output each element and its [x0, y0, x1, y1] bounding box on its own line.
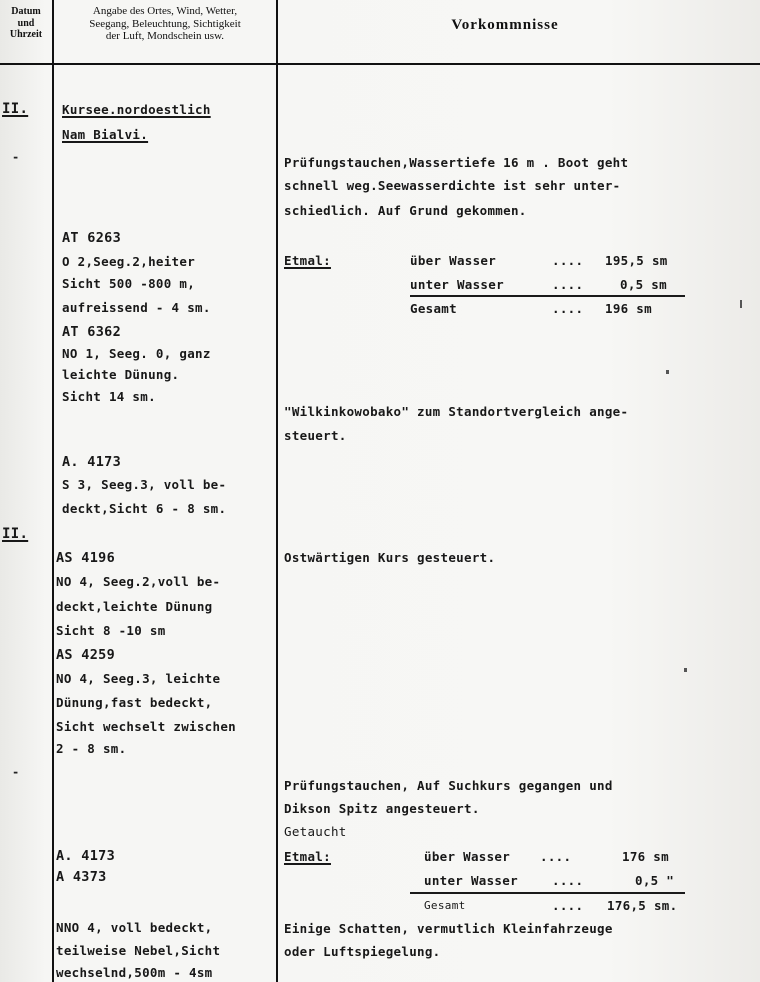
weather-2-line-1: NO 1, Seeg. 0, ganz — [62, 346, 211, 361]
header-location-column — [54, 5, 276, 43]
weather-5-line-2: Dünung,fast bedeckt, — [56, 695, 213, 710]
etmal-1-row-1-label: über Wasser — [410, 253, 497, 268]
position-line-2: Nam Bialvi. — [62, 127, 149, 142]
event-1-line-2: schnell weg.Seewasserdichte ist sehr unter- — [284, 178, 621, 193]
weather-3-line-2: deckt,Sicht 6 - 8 sm. — [62, 501, 227, 516]
etmal-2-row-2-value: 0,5 " — [635, 873, 675, 888]
header-events-column: Vorkommnisse — [451, 17, 559, 33]
column-divider-2 — [276, 0, 278, 982]
weather-5-line-4: 2 - 8 sm. — [56, 741, 127, 756]
weather-1-line-1: O 2,Seeg.2,heiter — [62, 254, 196, 269]
etmal-1-label: Etmal: — [284, 253, 331, 268]
event-2-line-2: steuert. — [284, 428, 347, 443]
event-2-line-1: "Wilkinkowobako" zum Standortvergleich ange- — [284, 404, 629, 419]
header-date-line-1: Datum — [11, 6, 41, 17]
etmal-2-row-3-label: Gesamt — [424, 899, 466, 912]
etmal-2-sum-rule — [410, 892, 685, 894]
weather-5-line-1: NO 4, Seeg.3, leichte — [56, 671, 221, 686]
weather-1-line-2: Sicht 500 -800 m, — [62, 276, 196, 291]
grid-square-3: A. 4173 — [62, 454, 121, 470]
etmal-1-row-2-dots: .... — [552, 277, 584, 292]
weather-2-line-2: leichte Dünung. — [62, 367, 180, 382]
weather-1-line-3: aufreissend - 4 sm. — [62, 300, 211, 315]
etmal-2-row-3-dots: .... — [552, 898, 584, 913]
event-5-line-1: Einige Schatten, vermutlich Kleinfahrzeuge — [284, 921, 613, 936]
header-location-line-3: der Luft, Mondschein usw. — [105, 30, 225, 43]
etmal-2-row-3-value: 176,5 sm. — [607, 898, 678, 913]
weather-4-line-3: Sicht 8 -10 sm — [56, 623, 166, 638]
scan-speck — [666, 370, 669, 374]
event-1-line-3: schiedlich. Auf Grund gekommen. — [284, 203, 527, 218]
event-1-line-1: Prüfungstauchen,Wassertiefe 16 m . Boot geht — [284, 155, 629, 170]
header-location-line-2: Seegang, Beleuchtung, Sichtigkeit — [89, 17, 241, 30]
scan-speck — [684, 668, 687, 672]
column-divider-1 — [52, 0, 54, 982]
grid-square-6: A. 4173 — [56, 848, 115, 864]
weather-4-line-1: NO 4, Seeg.2,voll be- — [56, 574, 221, 589]
etmal-1-sum-rule — [410, 295, 685, 297]
etmal-1-row-3-label: Gesamt — [410, 301, 457, 316]
header-location-line-1: Angabe des Ortes, Wind, Wetter, — [92, 5, 238, 17]
etmal-1-row-3-dots: .... — [552, 301, 584, 316]
header-date-column — [0, 6, 52, 41]
event-5-line-2: oder Luftspiegelung. — [284, 944, 441, 959]
etmal-2-row-1-label: über Wasser — [424, 849, 511, 864]
etmal-1-row-1-dots: .... — [552, 253, 584, 268]
etmal-2-row-2-dots: .... — [552, 873, 584, 888]
date-dash-mark: - — [12, 150, 20, 164]
weather-3-line-1: S 3, Seeg.3, voll be- — [62, 477, 227, 492]
etmal-2-row-2-label: unter Wasser — [424, 873, 518, 888]
etmal-1-row-2-label: unter Wasser — [410, 277, 504, 292]
weather-6-line-3: wechselnd,500m - 4sm — [56, 965, 213, 980]
etmal-2-label: Etmal: — [284, 849, 331, 864]
event-3-line-1: Ostwärtigen Kurs gesteuert. — [284, 550, 496, 565]
etmal-2-row-1-dots: .... — [540, 849, 572, 864]
weather-6-line-1: NNO 4, voll bedeckt, — [56, 920, 213, 935]
weather-2-line-3: Sicht 14 sm. — [62, 389, 156, 404]
header-date-line-2: und — [17, 17, 35, 29]
etmal-1-row-3-value: 196 sm — [605, 301, 652, 316]
grid-square-2: AT 6362 — [62, 324, 121, 340]
etmal-2-row-1-value: 176 sm — [622, 849, 669, 864]
scan-speck — [740, 300, 742, 308]
event-4-line-3: Getaucht — [284, 824, 347, 839]
grid-square-5: AS 4259 — [56, 647, 115, 663]
etmal-1-row-2-value: 0,5 sm — [620, 277, 667, 292]
weather-4-line-2: deckt,leichte Dünung — [56, 599, 213, 614]
date-dash-mark: - — [12, 765, 20, 779]
position-line-1: Kursee.nordoestlich — [62, 102, 211, 117]
header-date-line-3: Uhrzeit — [9, 29, 43, 40]
event-4-line-1: Prüfungstauchen, Auf Suchkurs gegangen und — [284, 778, 613, 793]
etmal-1-row-1-value: 195,5 sm — [605, 253, 668, 268]
weather-5-line-3: Sicht wechselt zwischen — [56, 719, 236, 734]
date-entry-2: II. — [2, 526, 29, 542]
weather-6-line-2: teilweise Nebel,Sicht — [56, 943, 221, 958]
grid-square-7: A 4373 — [56, 869, 107, 885]
grid-square-4: AS 4196 — [56, 550, 115, 566]
grid-square-1: AT 6263 — [62, 230, 121, 246]
date-entry-1: II. — [2, 101, 29, 117]
event-4-line-2: Dikson Spitz angesteuert. — [284, 801, 480, 816]
header-rule — [0, 63, 760, 65]
